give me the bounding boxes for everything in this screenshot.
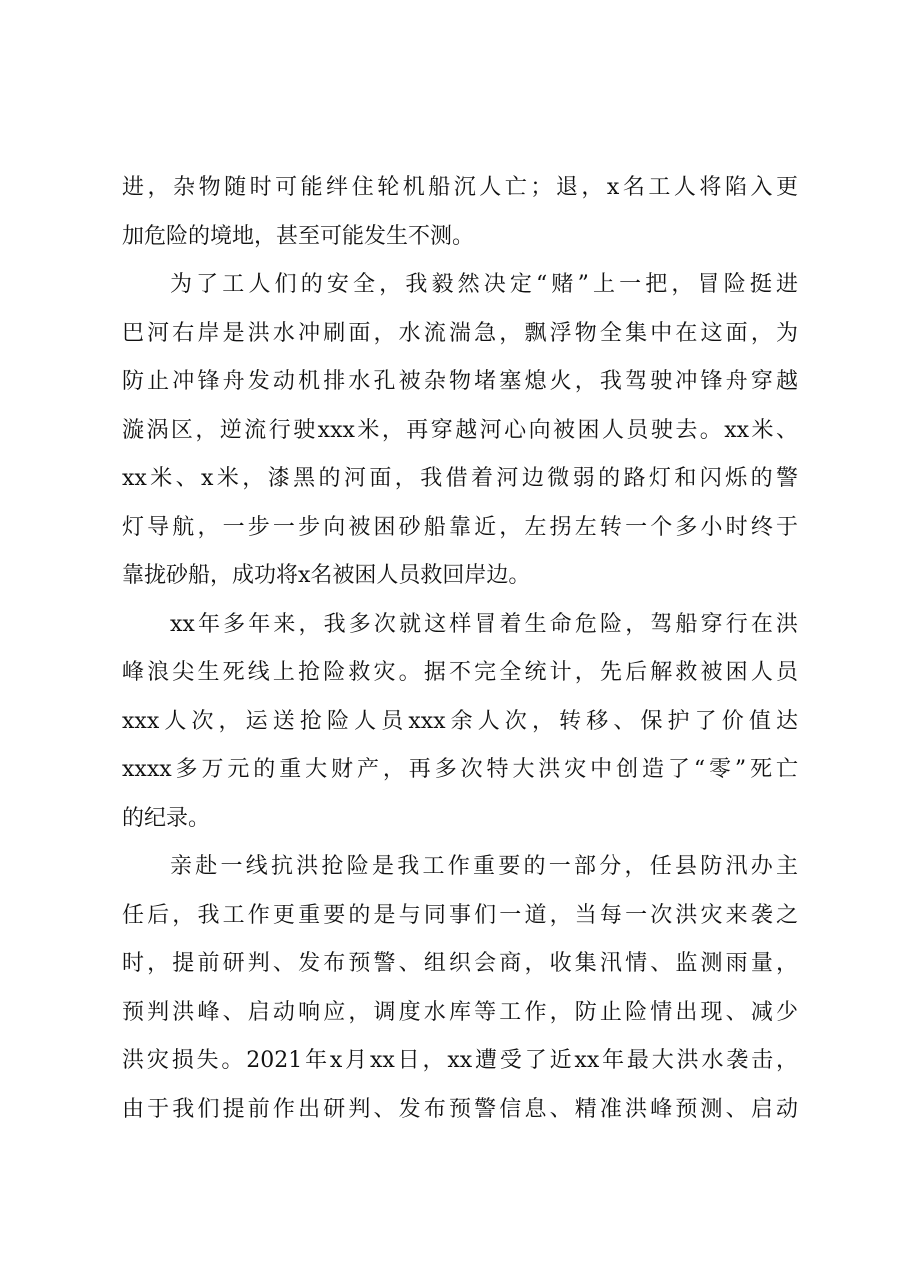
text-line: 灯导航，一步一步向被困砂船靠近，左拐左转一个多小时终于 bbox=[122, 514, 798, 540]
paragraph-1 bbox=[122, 164, 798, 261]
text-line: 峰浪尖生死线上抢险救灾。据不完全统计，先后解救被困人员 bbox=[122, 660, 798, 685]
paragraph-3 bbox=[122, 601, 798, 844]
text-line: xx年多年来，我多次就这样冒着生命危险，驾船穿行在洪 bbox=[170, 611, 798, 637]
text-line: 漩涡区，逆流行驶xxx米，再穿越河心向被困人员驶去。xx米、 bbox=[122, 417, 798, 443]
text-line: xx米、x米，漆黑的河面，我借着河边微弱的路灯和闪烁的警 bbox=[122, 466, 798, 491]
text-line: 时，提前研判、发布预警、组织会商，收集汛情、监测雨量， bbox=[122, 951, 798, 976]
text-line: 为了工人们的安全，我毅然决定“赌”上一把，冒险挺进 bbox=[170, 272, 798, 297]
paragraph-4 bbox=[122, 843, 798, 1134]
text-line: 的纪录。 bbox=[122, 805, 211, 831]
text-line: 巴河右岸是洪水冲刷面，水流湍急，飘浮物全集中在这面，为 bbox=[122, 320, 798, 346]
text-line: 预判洪峰、启动响应，调度水库等工作，防止险情出现、减少 bbox=[122, 999, 798, 1025]
text-line: 由于我们提前作出研判、发布预警信息、精准洪峰预测、启动 bbox=[122, 1096, 798, 1122]
text-line: 任后，我工作更重要的是与同事们一道，当每一次洪灾来袭之 bbox=[122, 902, 798, 928]
text-line: 亲赴一线抗洪抢险是我工作重要的一部分，任县防汛办主 bbox=[170, 854, 798, 879]
paragraph-2 bbox=[122, 261, 798, 601]
text-line: xxxx多万元的重大财产，再多次特大洪灾中创造了“零”死亡 bbox=[122, 757, 798, 782]
text-line: 洪灾损失。2021年x月xx日，xx遭受了近xx年最大洪水袭击， bbox=[122, 1048, 798, 1073]
text-line: xxx人次，运送抢险人员xxx余人次，转移、保护了价值达 bbox=[122, 708, 798, 734]
text-line: 进，杂物随时可能绊住轮机船沉人亡；退，x名工人将陷入更 bbox=[122, 175, 798, 200]
text-line: 加危险的境地，甚至可能发生不测。 bbox=[122, 223, 475, 249]
document-body bbox=[122, 164, 798, 1134]
text-line: 靠拢砂船，成功将x名被困人员救回岸边。 bbox=[122, 563, 531, 588]
text-line: 防止冲锋舟发动机排水孔被杂物堵塞熄火，我驾驶冲锋舟穿越 bbox=[122, 369, 798, 394]
